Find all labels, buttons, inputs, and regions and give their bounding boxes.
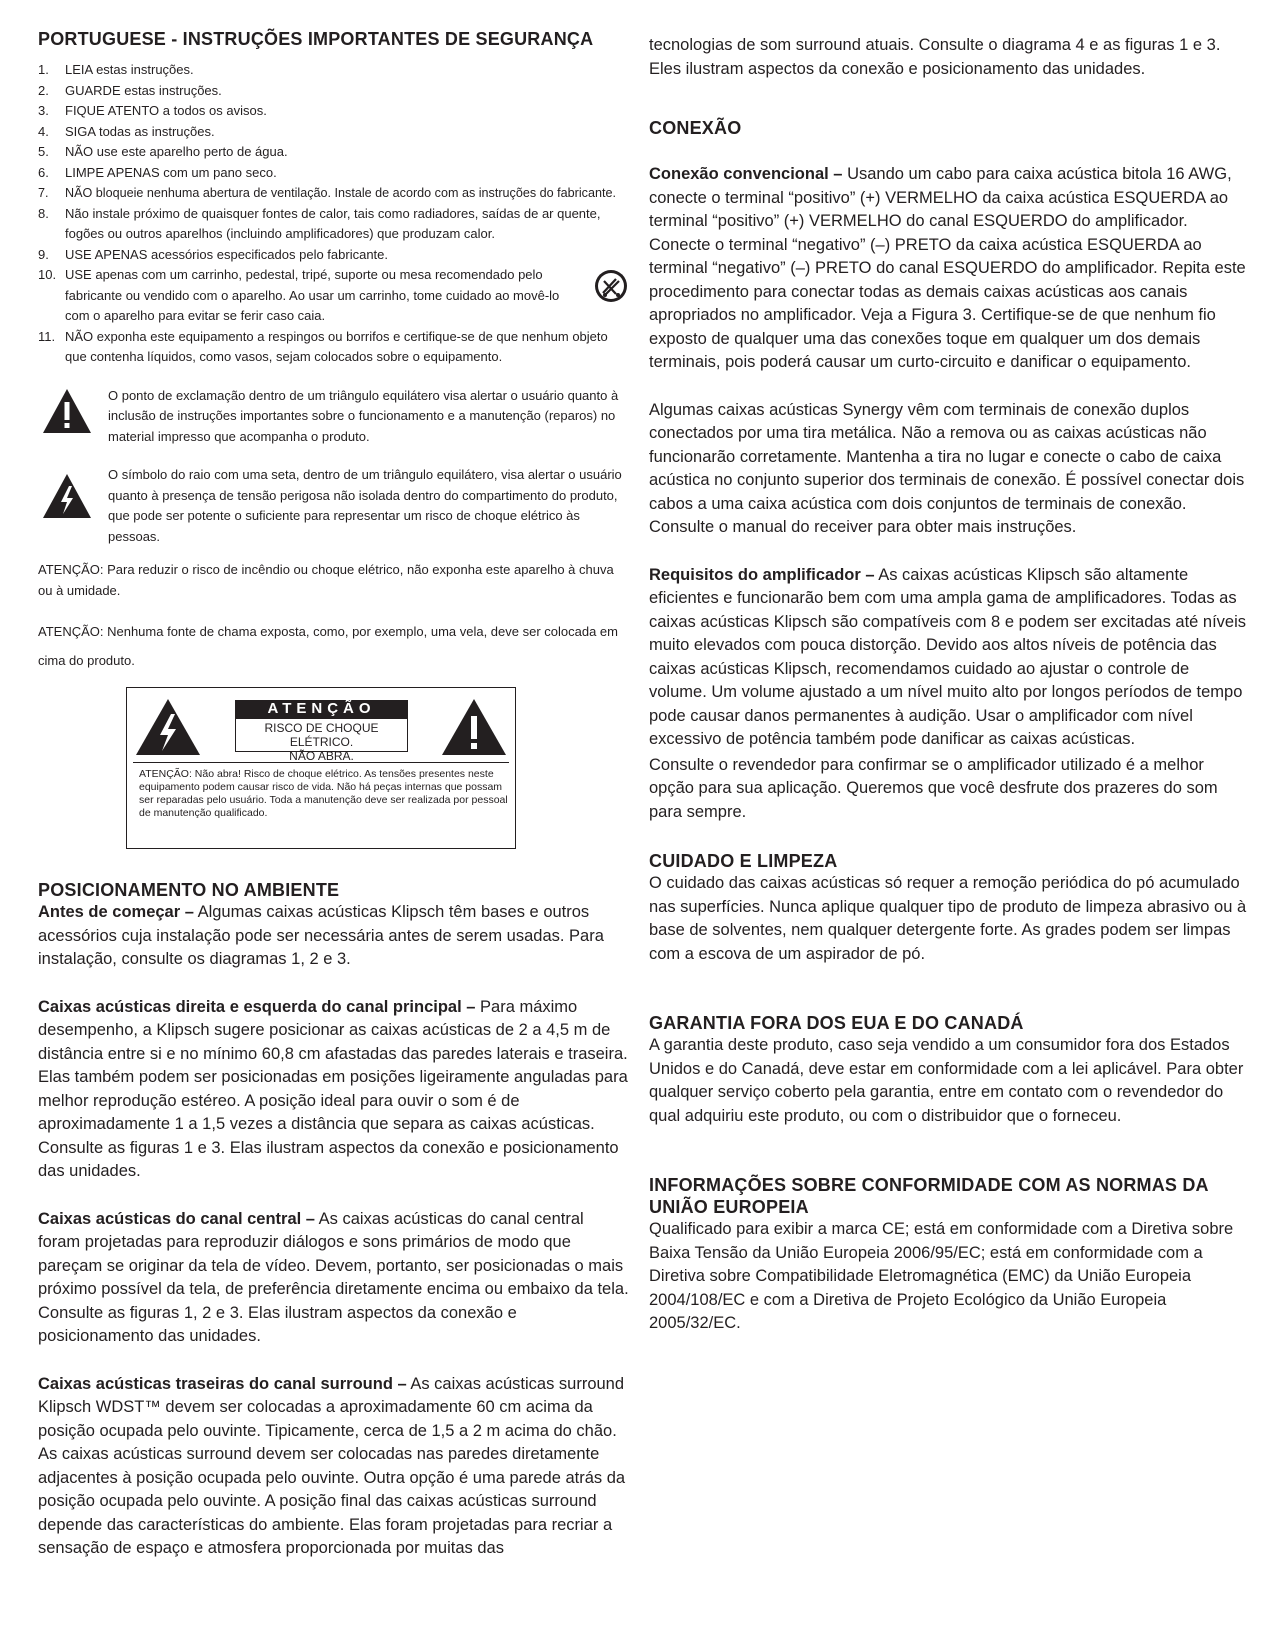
label-subtitle: RISCO DE CHOQUE ELÉTRICO. NÃO ABRA. (235, 718, 408, 752)
continued-paragraph: tecnologias de som surround atuais. Consulte o diagrama 4 e as figuras 1 e 3. Eles ilustram aspectos da conexão e posicionamento das unidades. (649, 36, 1221, 78)
warranty-heading: GARANTIA FORA DOS EUA E DO CANADÁ (649, 1013, 1024, 1033)
label-divider (133, 762, 509, 763)
list-item: 5. NÃO use este aparelho perto de água. (38, 144, 288, 159)
center-channel-paragraph: Caixas acústicas do canal central – As caixas acústicas do canal central foram projetadas para reproduzir diálogos e sons primários de modo que pareçam se originar da tela de vídeo. Devem, portanto, ser posicionadas o mais próximo possível da tela, de preferência diretamente encima ou embaixo da tela. Consulte as figuras 1, 2 e 3. Elas ilustram aspectos da conexão e posicionamento das unidades. (38, 1209, 629, 1345)
list-item: 2. GUARDE estas instruções. (38, 82, 222, 98)
care-heading: CUIDADO E LIMPEZA (649, 851, 838, 871)
warranty-paragraph: A garantia deste produto, caso seja vendido a um consumidor fora dos Estados Unidos e do Canadá, deve estar em conformidade com a lei aplicável. Para obter qualquer serviço coberto pela garantia, entre em contato com o revendedor do qual adquiriu este produto, ou com o distribuidor que o forneceu. (649, 1036, 1244, 1125)
list-item: 10. USE apenas com um carrinho, pedestal, tripé, suporte ou mesa recomendado pelo fabricante ou vendido com o aparelho. Ao usar um carrinho, tome cuidado ao movê-lo com o aparelho para evitar se ferir caso caia. (38, 265, 630, 327)
label-title: ATENÇÃO (235, 700, 408, 718)
before-paragraph: Antes de começar – Algumas caixas acústicas Klipsch têm bases e outros acessórios cuja instalação pode ser necessária antes de serem usadas. Para instalação, consulte os diagramas 1, 2 e 3. (38, 903, 604, 968)
eu-heading: INFORMAÇÕES SOBRE CONFORMIDADE COM AS NORMAS DA UNIÃO EUROPEIA (649, 1175, 1209, 1217)
exclamation-triangle-icon (42, 388, 92, 434)
lightning-triangle-icon (42, 473, 92, 519)
list-item: 3. FIQUE ATENTO a todos os avisos. (38, 103, 267, 118)
list-item: 11. NÃO exponha este equipamento a respingos ou borrifos e certifique-se de que nenhum objeto que contenha líquidos, como vasos, sejam colocados sobre o equipamento. (38, 328, 608, 364)
conventional-connection-paragraph: Conexão convencional – Usando um cabo para caixa acústica bitola 16 AWG, conecte o terminal “positivo” (+) VERMELHO da caixa acústica ESQUERDA ao terminal “positivo” (+) VERMELHO do canal ESQUERDO do amplificador. Conecte o terminal “negativo” (–) PRETO da caixa acústica ESQUERDA ao terminal “negativo” (–) PRETO do canal ESQUERDO do amplificador. Repita este procedimento para conectar todas as demais caixas acústicas aos canais apropriados no amplificador. Veja a Figura 3. Certifique-se de que nenhum fio exposto de qualquer uma das conexões toque em qualquer um dos demais terminais, pois poderá causar um curto-circuito e danificar o equipamento. (649, 165, 1246, 371)
main-channel-paragraph: Caixas acústicas direita e esquerda do canal principal – Para máximo desempenho, a Klipsch sugere posicionar as caixas acústicas de 2 a 4,5 m de distância entre si e no mínimo 60,8 cm afastadas das paredes laterais e traseira. Elas também podem ser posicionadas em posições ligeiramente anguladas para melhor reprodução estéreo. A posição ideal para ouvir o som é de aproximadamente 1 a 1,5 vezes a distância que separa as caixas acústicas. Consulte as figuras 1 e 3. Elas ilustram aspectos da conexão e posicionamento das unidades. (38, 997, 628, 1180)
amplifier-paragraph-2: Consulte o revendedor para confirmar se o amplificador utilizado é a melhor opção para sua aplicação. Queremos que você desfrute dos prazeres do som para sempre. (649, 755, 1218, 821)
amplifier-paragraph: Requisitos do amplificador – As caixas acústicas Klipsch são altamente eficientes e funcionarão bem com uma ampla gama de amplificadores. Todas as caixas acústicas Klipsch são compatíveis com 8 e podem ser excitadas até níveis muito elevados com pouca distorção. Devido aos altos níveis de potência das caixas acústicas Klipsch, recomendamos cuidado ao ajustar o controle de volume. Um volume ajustado a um nível muito alto por longos períodos de tempo pode causar danos permanentes à audição. Usar o amplificador com nível excessivo de potência também pode danificar as caixas acústicas. (649, 565, 1247, 748)
list-item: 7. NÃO bloqueie nenhuma abertura de ventilação. Instale de acordo com as instruções do fabricante. (38, 186, 616, 200)
synergy-paragraph: Algumas caixas acústicas Synergy vêm com terminais de conexão duplos conectados por uma tira metálica. Não a remova ou as caixas acústicas não funcionarão corretamente. Mantenha a tira no lugar e conecte o cabo de caixa acústica no conjunto superior dos terminais de conexão. É possível conectar dois cabos a uma caixa acústica com dois conjuntos de terminais de conexão. Consulte o manual do receiver para obter mais instruções. (649, 400, 1245, 536)
connection-heading: CONEXÃO (649, 118, 742, 138)
left-column (38, 28, 630, 1561)
cart-tipover-icon (594, 269, 628, 303)
surround-channel-paragraph: Caixas acústicas traseiras do canal surround – As caixas acústicas surround Klipsch WDST™ devem ser colocadas a aproximadamente 60 cm acima da posição ocupada pelo ouvinte. Tipicamente, cerca de 1,5 a 2 m acima do chão. As caixas acústicas surround devem ser colocadas nas paredes diretamente adjacentes à posição ocupada pelo ouvinte. Outra opção é uma parede atrás da posição ocupada pelo ouvinte. A posição final das caixas acústicas surround depende das características do ambiente. Elas foram projetadas para recriar a sensação de espaço e atmosfera proporcionada por muitas das (38, 1374, 626, 1557)
safety-heading: PORTUGUESE - INSTRUÇÕES IMPORTANTES DE SEGURANÇA (38, 29, 594, 49)
list-item: 9. USE APENAS acessórios especificados pelo fabricante. (38, 246, 389, 262)
attention-flame: ATENÇÃO: Nenhuma fonte de chama exposta, como, por exemplo, uma vela, deve ser colocada em cima do produto. (38, 624, 618, 668)
list-item: 8. Não instale próximo de quaisquer fontes de calor, tais como radiadores, saídas de ar quente, fogões ou outros aparelhos (incluindo amplificadores) que produzam calor. (38, 205, 601, 241)
exclamation-triangle-icon (441, 698, 507, 756)
shock-warning-label (126, 687, 516, 849)
label-text: ATENÇÃO: Não abra! Risco de choque elétrico. As tensões presentes neste equipamento podem causar risco de vida. Não há peças internas que possam ser reparadas pelo usuário. Toda a manutenção deve ser realizada por pessoal de manutenção qualificado. (139, 768, 508, 819)
care-paragraph: O cuidado das caixas acústicas só requer a remoção periódica do pó acumulado nas superfícies. Nunca aplique qualquer tipo de produto de limpeza abrasivo ou à base de solventes, nem qualquer detergente forte. As grades podem ser limpas com a escova de um aspirador de pó. (649, 874, 1247, 963)
list-item: 6. LIMPE APENAS com um pano seco. (38, 164, 277, 180)
eu-paragraph: Qualificado para exibir a marca CE; está em conformidade com a Diretiva sobre Baixa Tensão da União Europeia 2006/95/EC; está em conformidade com a Diretiva sobre Compatibilidade Eletromagnética (EMC) da União Europeia 2004/108/EC e com a Diretiva de Projeto Ecológico da União Europeia 2005/32/EC. (649, 1220, 1234, 1332)
warning-exclamation: O ponto de exclamação dentro de um triângulo equilátero visa alertar o usuário quanto à inclusão de instruções importantes sobre o funcionamento e a manutenção (reparos) no material impresso que acompanha o produto. (38, 386, 630, 448)
attention-rain: ATENÇÃO: Para reduzir o risco de incêndio ou choque elétrico, não exponha este aparelho à chuva ou à umidade. (38, 562, 614, 598)
list-item: 4. SIGA todas as instruções. (38, 123, 215, 139)
lightning-triangle-icon (135, 698, 201, 756)
placement-heading: POSICIONAMENTO NO AMBIENTE (38, 880, 340, 900)
list-item: 1. LEIA estas instruções. (38, 62, 194, 77)
warning-lightning: O símbolo do raio com uma seta, dentro de um triângulo equilátero, visa alertar o usuário quanto à presença de tensão perigosa não isolada dentro do compartimento do produto, que pode ser potente o suficiente para representar um risco de choque elétrico às pessoas. (38, 465, 630, 547)
safety-list (38, 60, 630, 368)
right-column (649, 34, 1249, 1336)
